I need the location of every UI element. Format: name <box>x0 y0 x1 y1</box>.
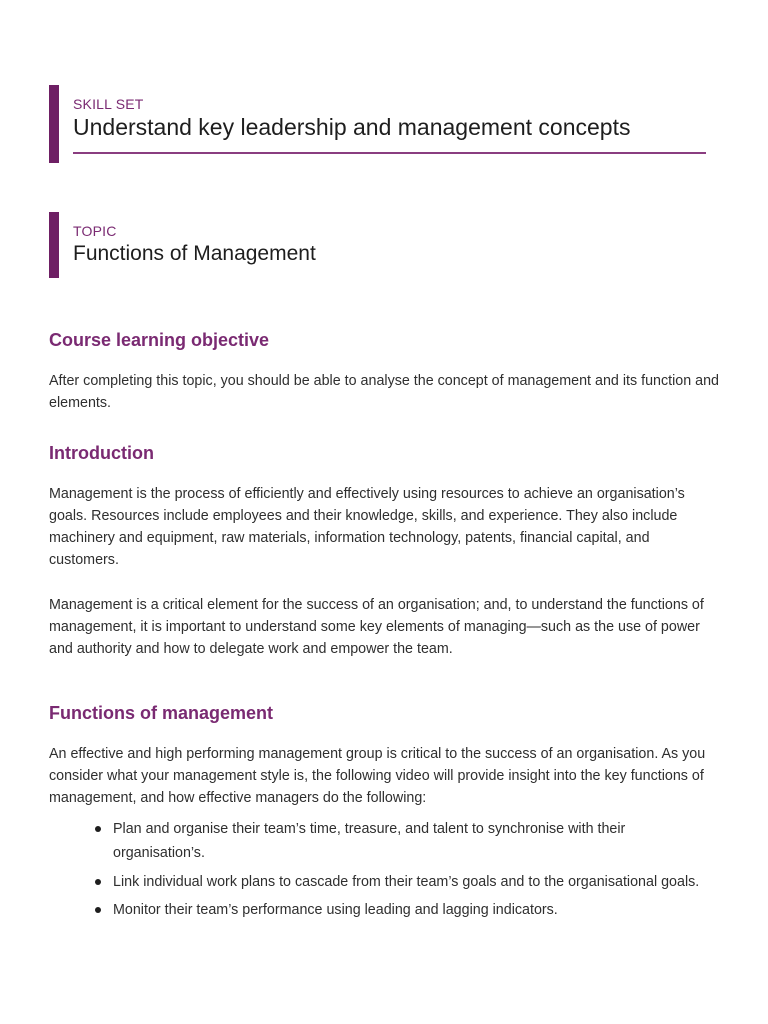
introduction-paragraph: Management is a critical element for the success of an organisation; and, to understand the functions of management, it is important to understand some key elements of managing—such as the use of power and authority and how to delegate work and empower the team. <box>49 596 704 658</box>
objective-heading: Course learning objective <box>49 330 270 350</box>
functions-heading: Functions of management <box>49 702 274 723</box>
skill-set-divider <box>73 152 706 154</box>
topic-header <box>73 223 316 266</box>
list-item <box>95 898 721 923</box>
functions-list <box>95 817 721 923</box>
introduction-paragraph: Management is the process of efficiently and effectively using resources to achieve an organisation’s goals. Resources include employees and their knowledge, skills, and experience. They also include machinery and equipment, raw materials, information technology, patents, financial capital, and customers. <box>49 485 685 569</box>
skill-set-header <box>73 96 706 141</box>
skill-set-kicker: SKILL SET <box>73 96 144 112</box>
list-item <box>95 817 721 866</box>
list-item-text: Monitor their team’s performance using leading and lagging indicators. <box>113 902 558 919</box>
list-item-text: Plan and organise their team’s time, treasure, and talent to synchronise with their organisation’s. <box>113 820 626 862</box>
topic-title: Functions of Management <box>73 242 316 265</box>
topic-kicker: TOPIC <box>73 223 117 239</box>
list-item <box>95 870 721 895</box>
bullet-icon <box>95 879 101 885</box>
bullet-icon <box>95 907 101 913</box>
introduction-heading: Introduction <box>49 442 154 463</box>
skill-set-title: Understand key leadership and management concepts <box>73 114 631 140</box>
functions-intro: An effective and high performing management group is critical to the success of an organisation. As you consider what your management style is, the following video will provide insight into the key functions of management, and how effective managers do the following: <box>49 745 706 807</box>
list-item-text: Link individual work plans to cascade from their team’s goals and to the organisational goals. <box>113 873 700 890</box>
skill-set-accent-bar <box>49 85 59 163</box>
topic-accent-bar <box>49 212 59 278</box>
bullet-icon <box>95 826 101 832</box>
objective-text: After completing this topic, you should be able to analyse the concept of management and its function and elements. <box>49 373 719 412</box>
main-content <box>49 330 721 923</box>
